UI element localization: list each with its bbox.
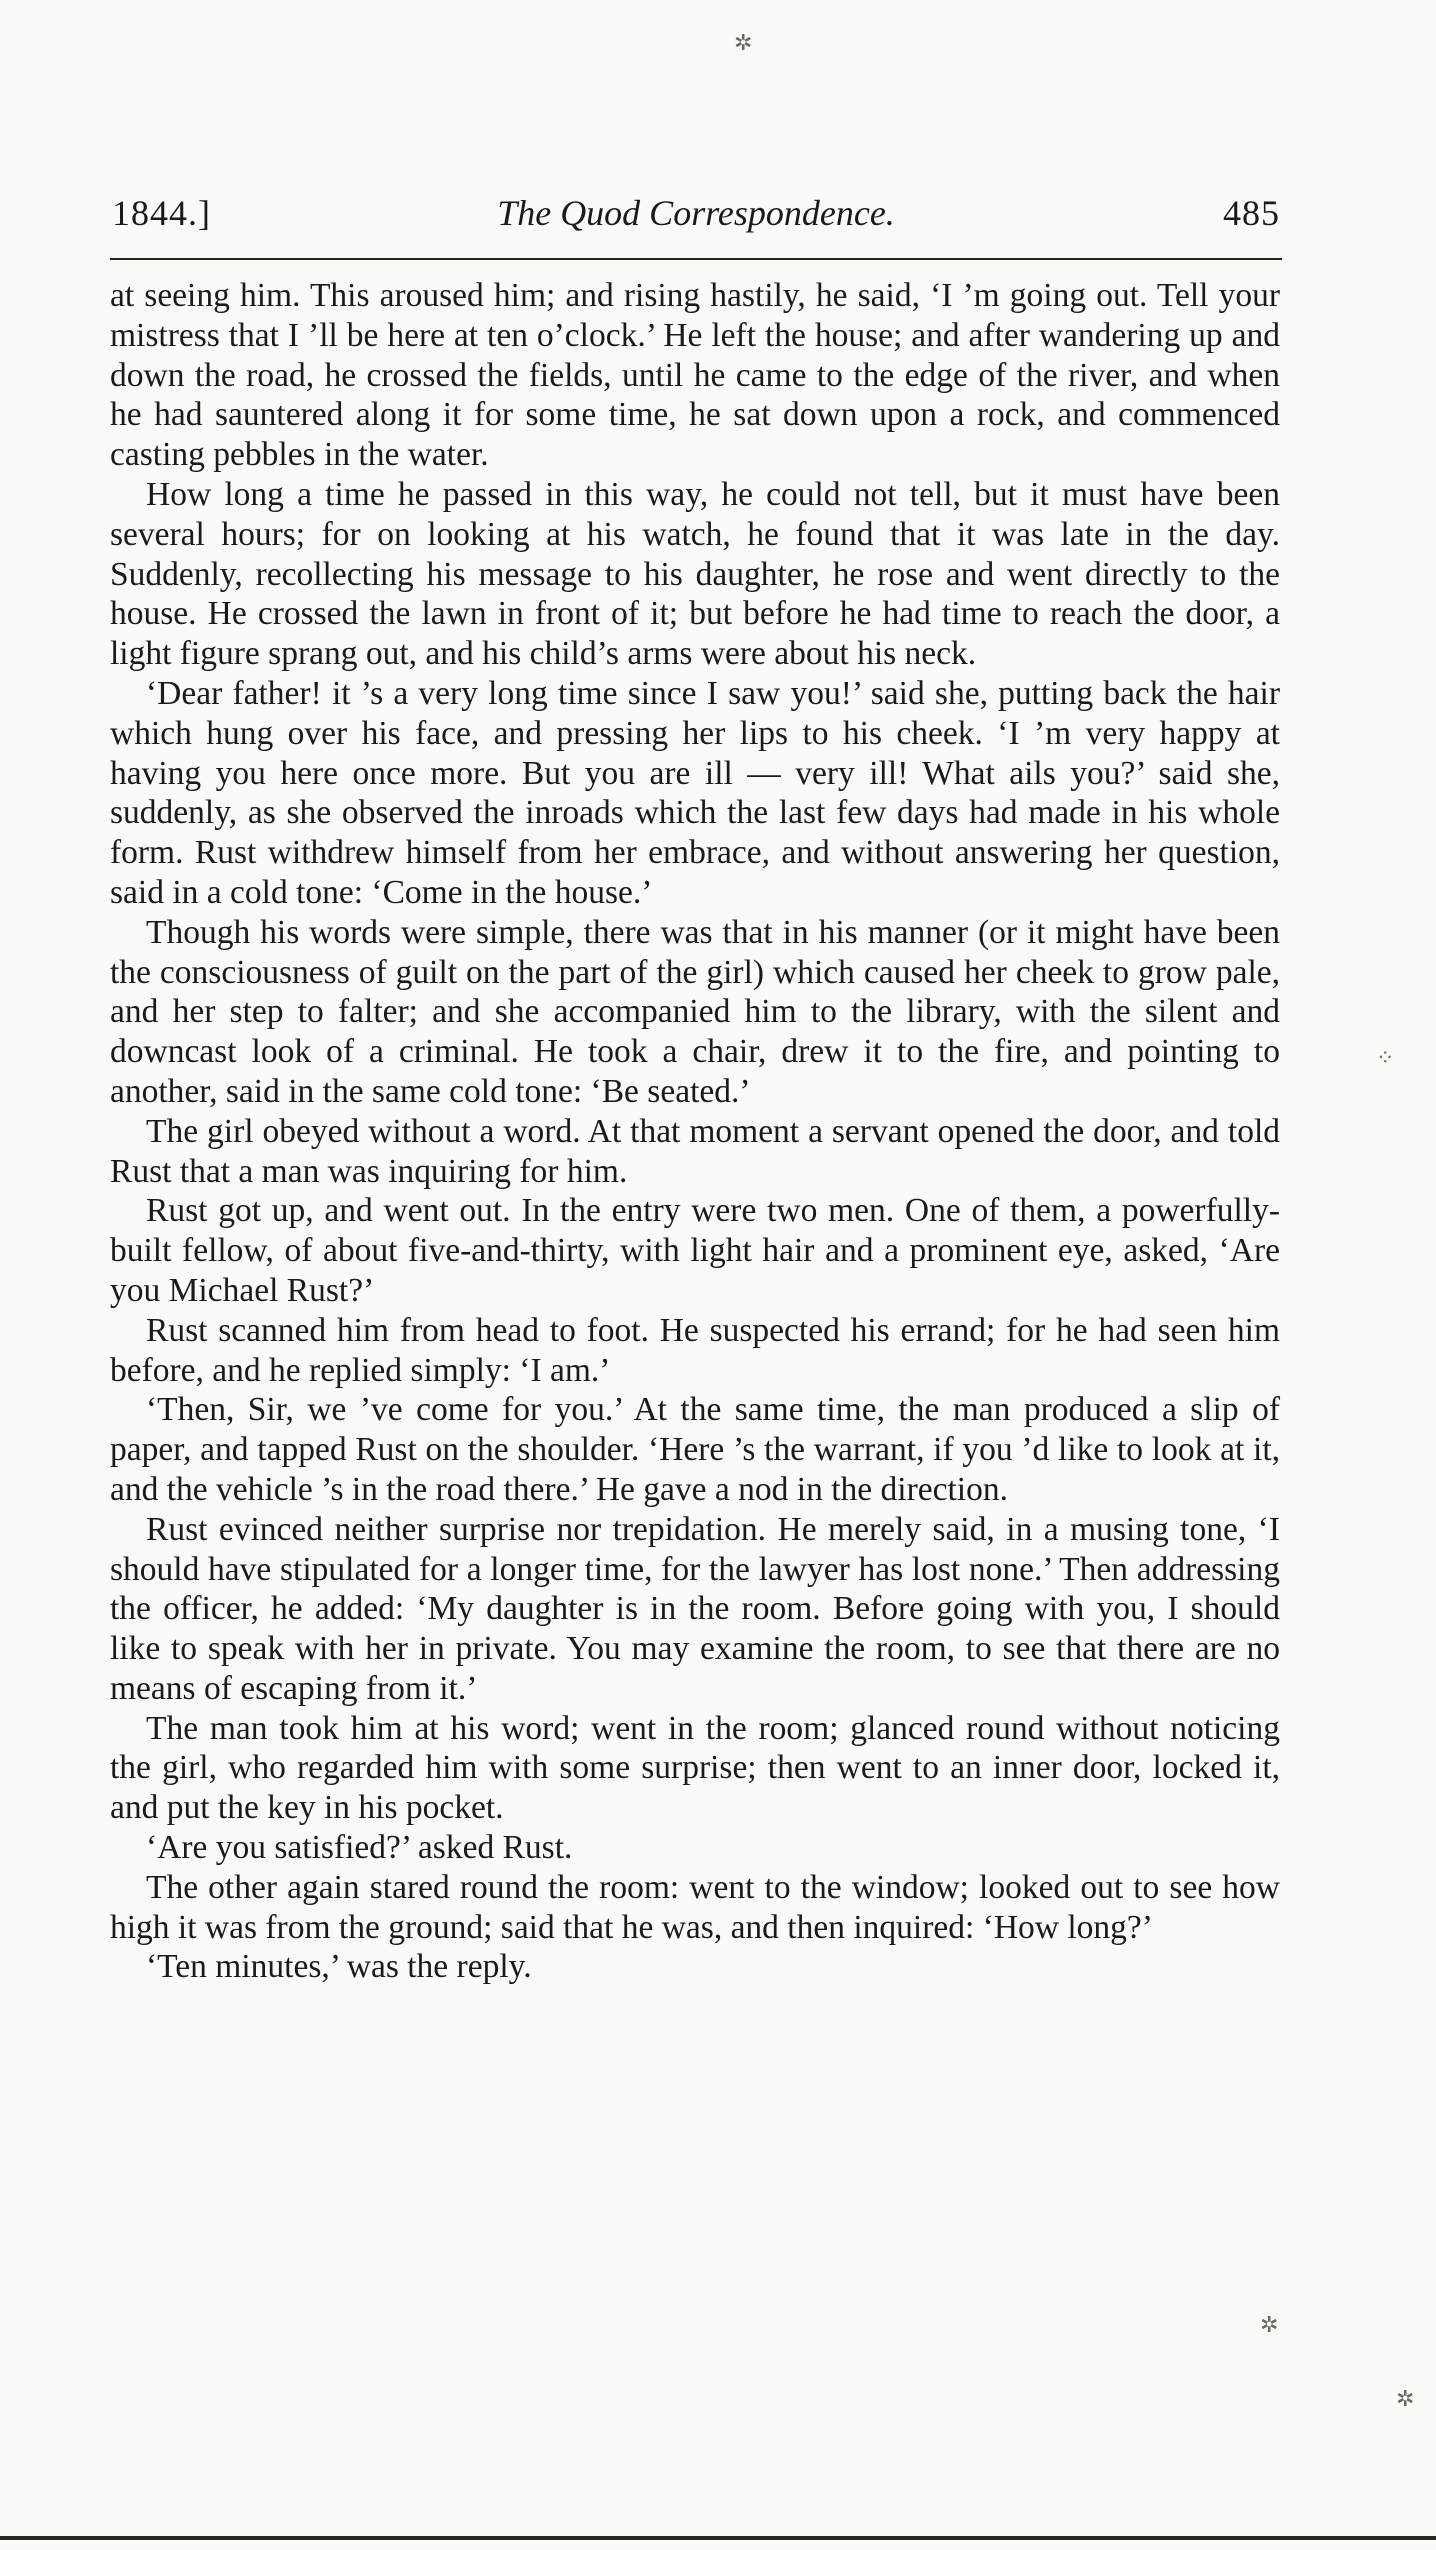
paragraph-4: Though his words were simple, there was that in his manner (or it might have been the consciousness of guilt on the part of the girl) which caused her cheek to grow pale, and her step to falter; and she accompanied him to the library, with the silent and downcast look of a criminal. He took a chair, drew it to the fire, and pointing to another, said in the same cold tone: ‘Be seated.’ (110, 913, 1280, 1110)
paragraph-11: ‘Are you satisfied?’ asked Rust. (146, 1829, 573, 1867)
paragraph-12: The other again stared round the room: went to the window; looked out to see how high it was from the ground; said that he was, and then inquired: ‘How long?’ (110, 1868, 1280, 1946)
header-page-number: 485 (1223, 193, 1280, 233)
paragraph-1: at seeing him. This aroused him; and rising hastily, he said, ‘I ’m going out. Tell your mistress that I ’ll be here at ten o’clock.’ He left the house; and after wandering up and down the road, he crossed the fields, until he came to the edge of the river, and when he had sauntered along it for some time, he sat down upon a rock, and commenced casting pebbles in the water. (110, 277, 1280, 474)
header-rule (110, 258, 1282, 260)
paragraph-13: ‘Ten minutes,’ was the reply. (146, 1948, 532, 1986)
paragraph-6: Rust got up, and went out. In the entry were two men. One of them, a powerfully-built fellow, of about five-and-thirty, with light hair and a prominent eye, asked, ‘Are you Michael Rust?’ (110, 1192, 1280, 1309)
paragraph-7: Rust scanned him from head to foot. He suspected his errand; for he had seen him before, and he replied simply: ‘I am.’ (110, 1311, 1280, 1389)
paragraph-2: How long a time he passed in this way, he could not tell, but it must have been several hours; for on looking at his watch, he found that it was late in the day. Suddenly, recollecting his message to his daughter, he rose and went directly to the house. He crossed the lawn in front of it; but before he had time to reach the door, a light figure sprang out, and his child’s arms were about his neck. (110, 475, 1280, 673)
print-speck-lower: ✲ (1260, 2312, 1279, 2337)
running-header (112, 188, 1280, 238)
print-speck-top: ✲ (734, 30, 753, 55)
print-speck-margin: ⁘ (1376, 1045, 1395, 1070)
paragraph-5: The girl obeyed without a word. At that moment a servant opened the door, and told Rust that a man was inquiring for him. (110, 1112, 1280, 1190)
paragraph-3: ‘Dear father! it ’s a very long time since I saw you!’ said she, putting back the hair which hung over his face, and pressing her lips to his cheek. ‘I ’m very happy at having you here once more. But you are ill — very ill! What ails you?’ said she, suddenly, as she observed the inroads which the last few days had made in his whole form. Rust withdrew himself from her embrace, and without answering her question, said in a cold tone: ‘Come in the house.’ (110, 674, 1280, 911)
header-year: 1844.] (112, 193, 211, 233)
paragraph-8: ‘Then, Sir, we ’ve come for you.’ At the same time, the man produced a slip of paper, and tapped Rust on the shoulder. ‘Here ’s the warrant, if you ’d like to look at it, and the vehicle ’s in the road there.’ He gave a nod in the direction. (110, 1391, 1280, 1508)
print-speck-corner: ✲ (1396, 2386, 1415, 2411)
body-text (110, 276, 1280, 1987)
header-title: The Quod Correspondence. (497, 193, 895, 233)
paragraph-10: The man took him at his word; went in the room; glanced round without noticing the girl, who regarded him with some surprise; then went to an inner door, locked it, and put the key in his pocket. (110, 1709, 1280, 1827)
page-bottom-edge (0, 2536, 1436, 2540)
paragraph-9: Rust evinced neither surprise nor trepidation. He merely said, in a musing tone, ‘I should have stipulated for a longer time, for the lawyer has lost none.’ Then addressing the officer, he added: ‘My daughter is in the room. Before going with you, I should like to speak with her in private. You may examine the room, to see that there are no means of escaping from it.’ (110, 1510, 1280, 1707)
